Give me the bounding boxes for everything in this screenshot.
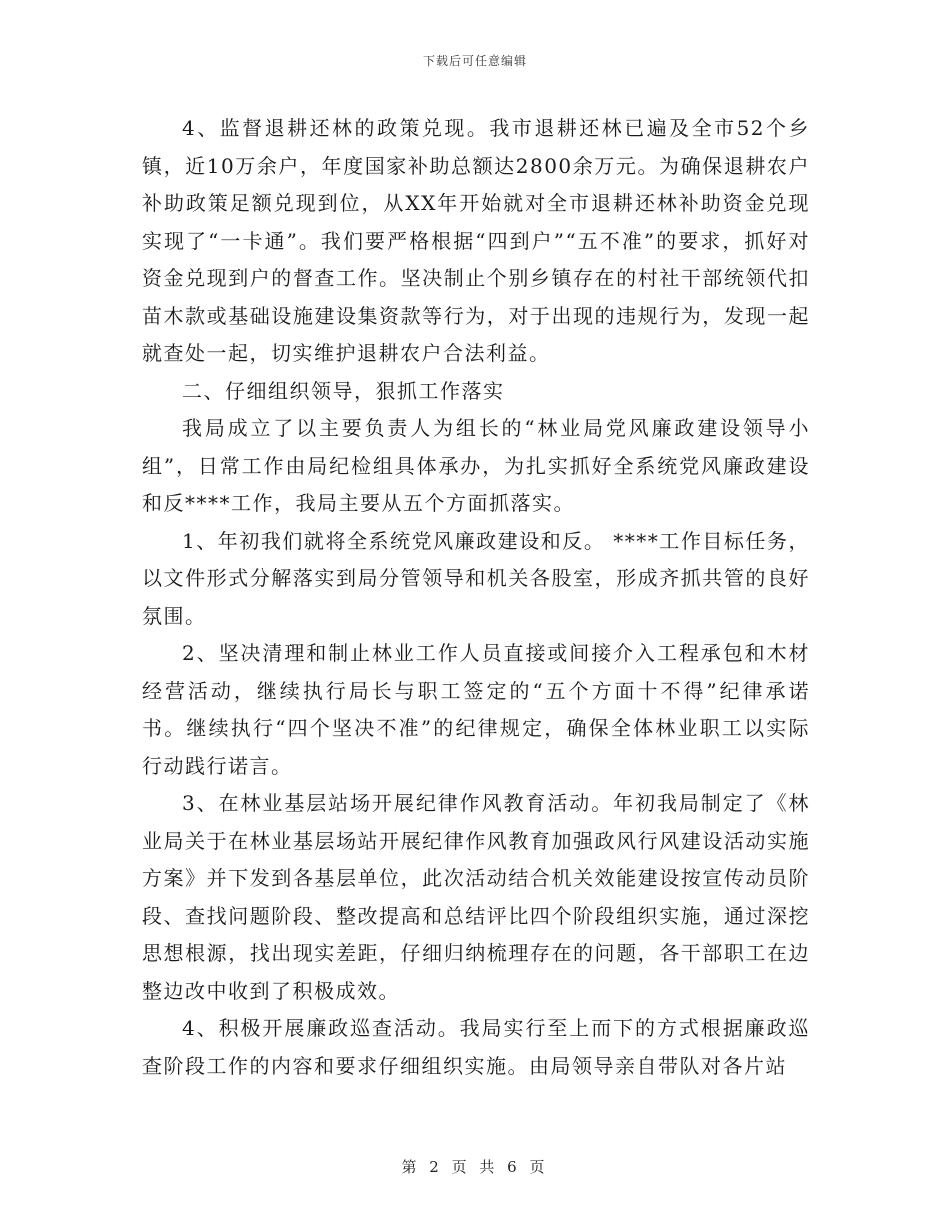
paragraph-item-3: 3、在林业基层站场开展纪律作风教育活动。年初我局制定了《林业局关于在林业基层场站开展纪律作风教育加强政风行风建设活动实施方案》并下发到各基层单位，此次活动结合机关效能建设按宣传动员阶段、查找问题阶段、整改提高和总结评比四个阶段组织实施，通过深挖思想根源，找出现实差距，仔细归纳梳理存在的问题，各干部职工在边整边改中收到了积极成效。 <box>142 791 810 1003</box>
paragraph-leading-group: 我局成立了以主要负责人为组长的“林业局党风廉政建设领导小组”，日常工作由局纪检组具体承办，为扎实抓好全系统党风廉政建设和反****工作，我局主要从五个方面抓落实。 <box>142 416 810 515</box>
page-header-note: 下载后可任意编辑 <box>422 54 527 68</box>
page-number-footer: 第 2 页 共 6 页 <box>401 1158 549 1176</box>
paragraph-item-1: 1、年初我们就将全系统党风廉政建设和反。 ****工作目标任务，以文件形式分解落实到局分管领导和机关各股室，形成齐抓共管的良好氛围。 <box>142 528 810 628</box>
paragraph-item-2: 2、坚决清理和制止林业工作人员直接或间接介入工程承包和木材经营活动，继续执行局长与职工签定的“五个方面十不得”纪律承诺书。继续执行“四个坚决不准”的纪律规定，确保全体林业职工以实际行动践行诺言。 <box>142 641 810 778</box>
document-body <box>142 110 810 1085</box>
section-heading-organization: 二、仔细组织领导，狠抓工作落实 <box>182 378 505 403</box>
paragraph-item-4: 4、积极开展廉政巡查活动。我局实行至上而下的方式根据廉政巡查阶段工作的内容和要求仔细组织实施。由局领导亲自带队对各片站 <box>142 1016 810 1078</box>
paragraph-policy-supervision: 4、监督退耕还林的政策兑现。我市退耕还林已遍及全市52个乡镇，近10万余户，年度国家补助总额达2800余万元。为确保退耕农户补助政策足额兑现到位，从XX年开始就对全市退耕还林补助资金兑现实现了“一卡通”。我们要严格根据“四到户”“五不准”的要求，抓好对资金兑现到户的督查工作。坚决制止个别乡镇存在的村社干部统领代扣苗木款或基础设施建设集资款等行为，对于出现的违规行为，发现一起就查处一起，切实维护退耕农户合法利益。 <box>142 116 810 365</box>
